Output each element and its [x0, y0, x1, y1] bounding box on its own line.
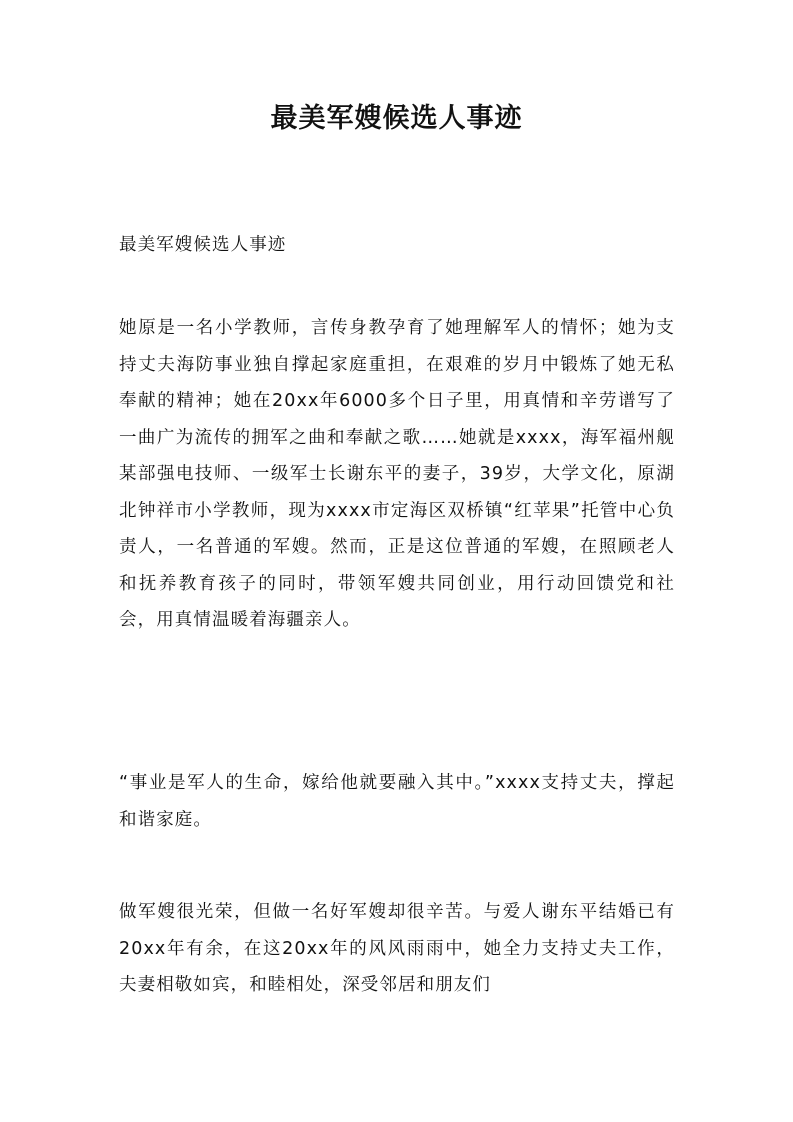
paragraph-2: “事业是军人的生命，嫁给他就要融入其中。”xxxx支持丈夫，撑起和谐家庭。 [119, 773, 675, 830]
document-subtitle: 最美军嫂候选人事迹 [119, 235, 287, 255]
paragraph-1: 她原是一名小学教师，言传身教孕育了她理解军人的情怀；她为支持丈夫海防事业独自撑起家庭重担，在艰难的岁月中锻炼了她无私奉献的精神；她在20xx年6000多个日子里，用真情和辛劳谱写了一曲广为流传的拥军之曲和奉献之歌……她就是xxxx，海军福州舰某部强电技师、一级军士长谢东平的妻子，39岁，大学文化，原湖北钟祥市小学教师，现为xxxx市定海区双桥镇“红苹果”托管中心负责人，一名普通的军嫂。然而，正是这位普通的军嫂，在照顾老人和抚养教育孩子的同时，带领军嫂共同创业，用行动回馈党和社会，用真情温暖着海疆亲人。 [119, 318, 675, 630]
paragraph-3: 做军嫂很光荣，但做一名好军嫂却很辛苦。与爱人谢东平结婚已有20xx年有余，在这20xx年的风风雨雨中，她全力支持丈夫工作，夫妻相敬如宾，和睦相处，深受邻居和朋友们 [119, 902, 675, 995]
document-title: 最美军嫂候选人事迹 [270, 103, 523, 134]
